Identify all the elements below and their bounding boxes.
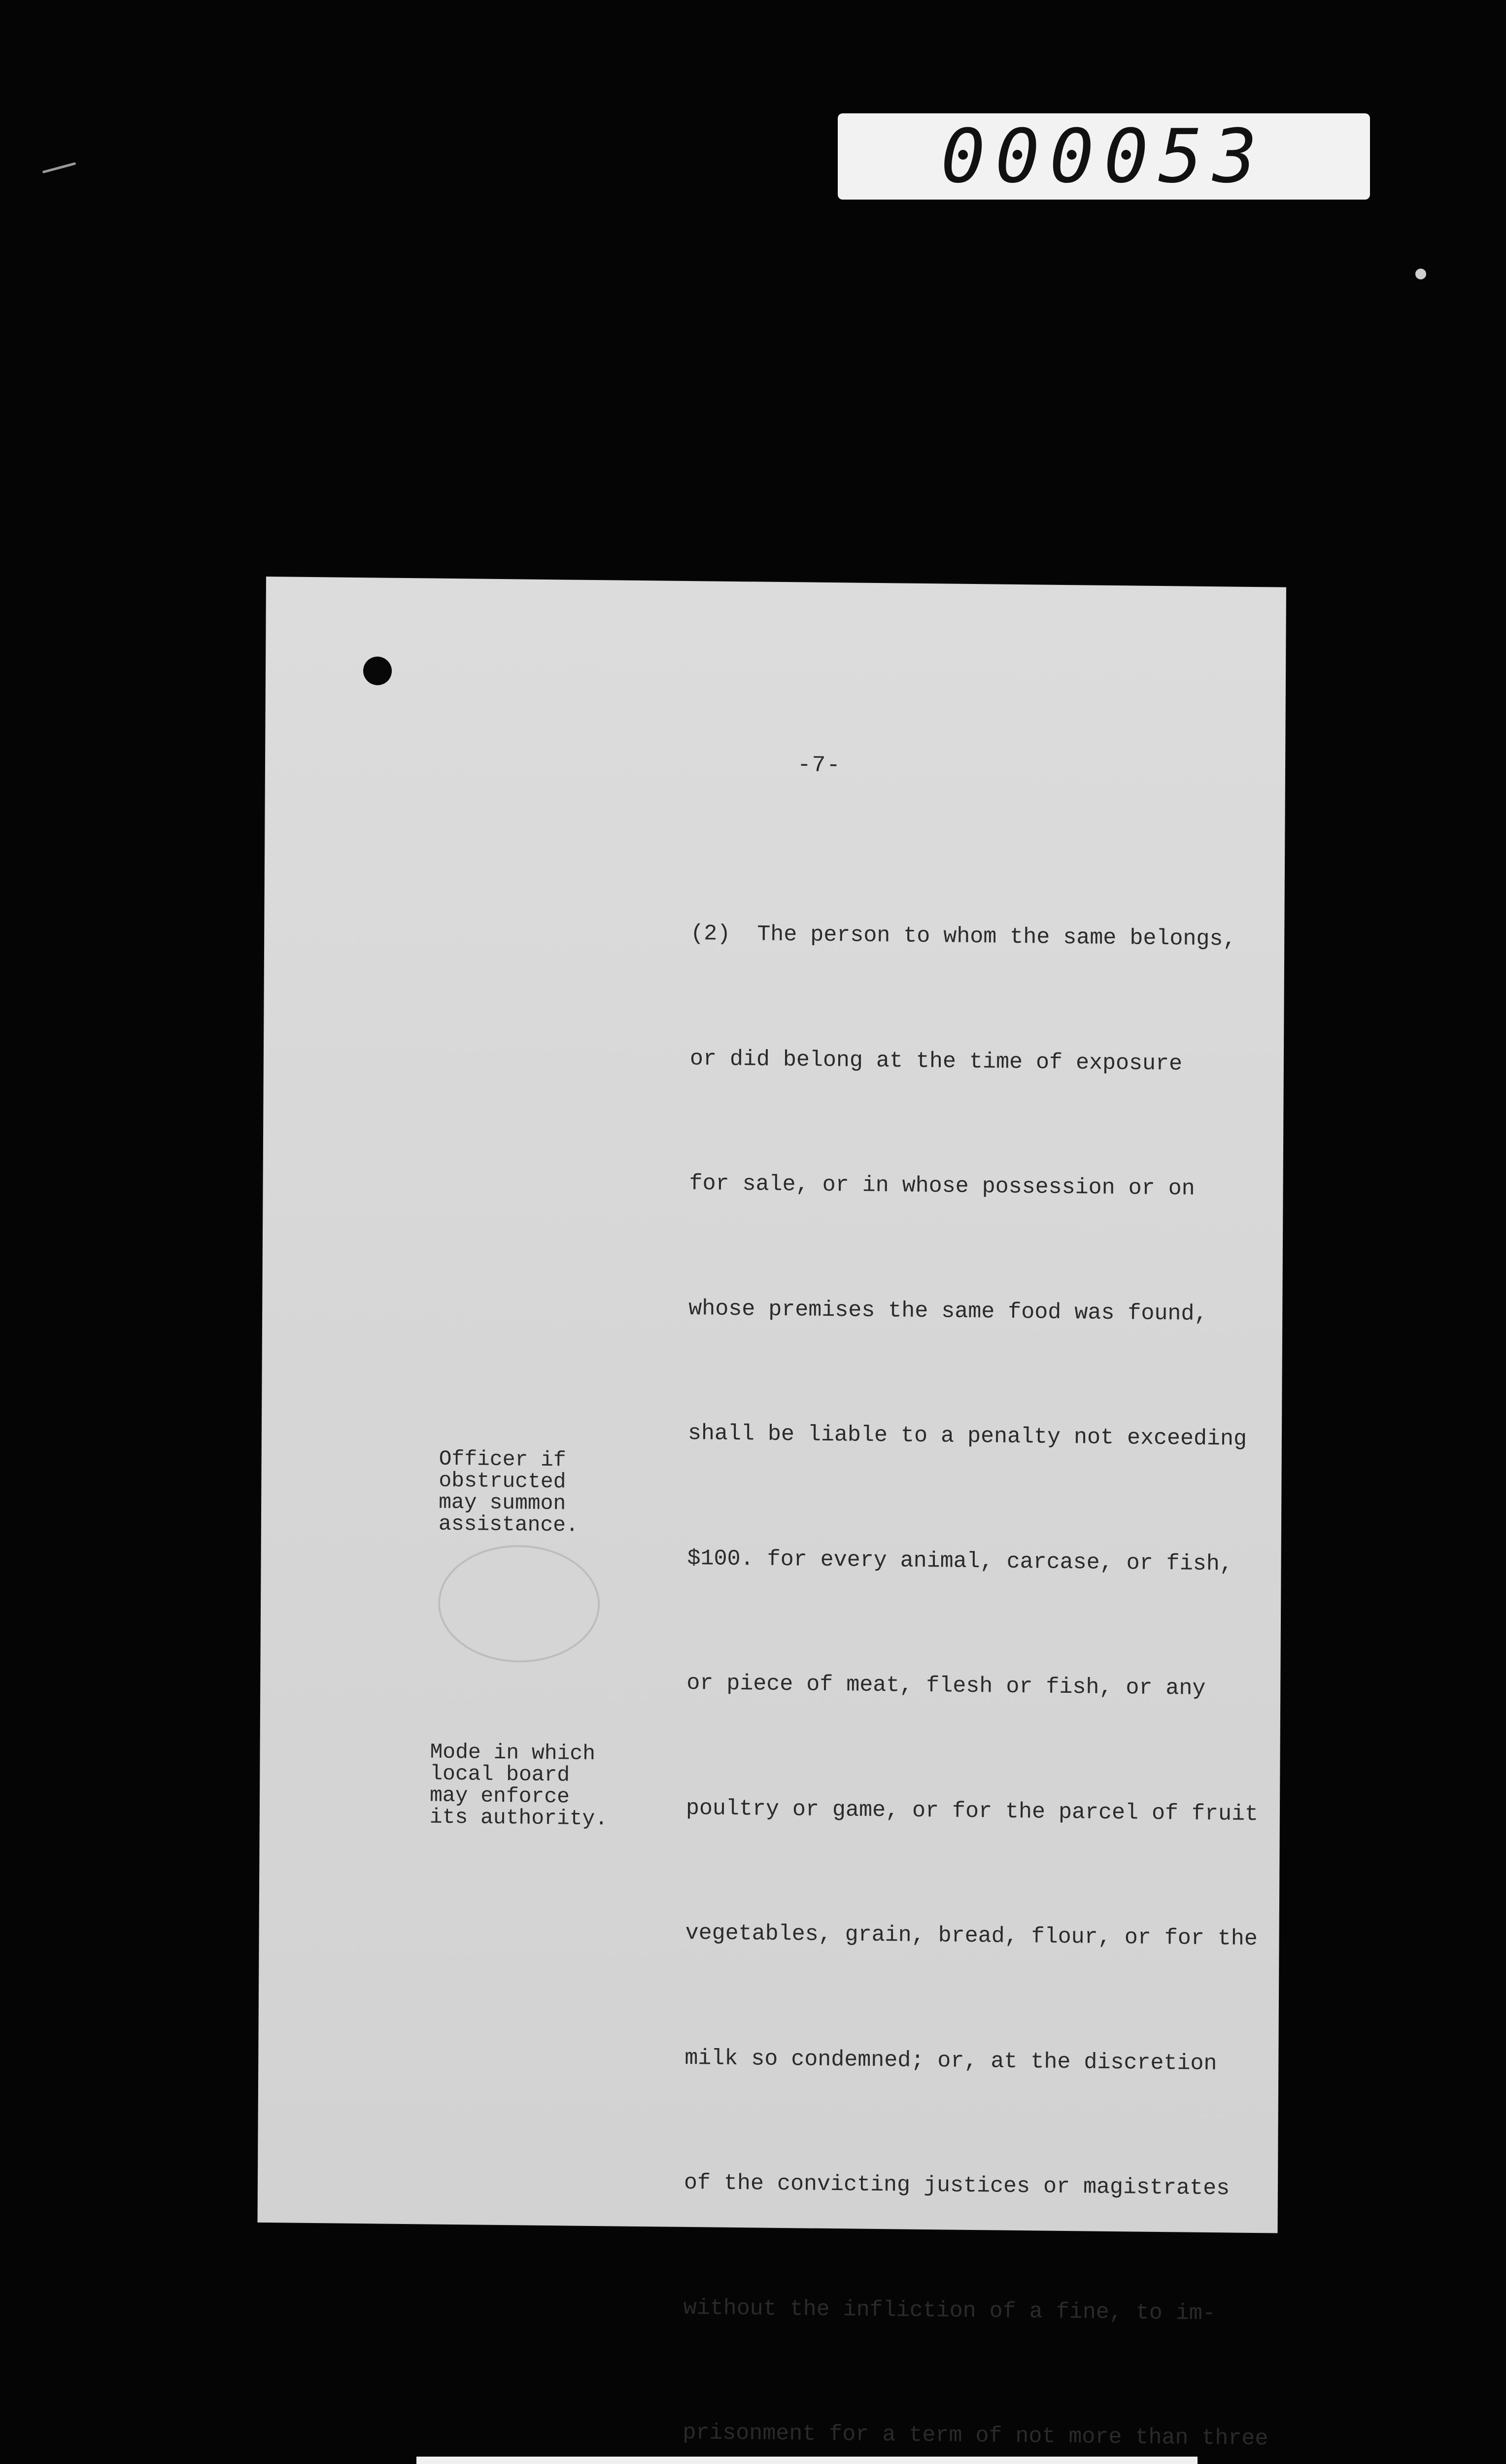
film-speck (1415, 269, 1426, 279)
body-line: of the convicting justices or magistrates (684, 2170, 1230, 2201)
body-line: for sale, or in whose possession or on (689, 1171, 1195, 1201)
frame-number (838, 113, 1370, 200)
body-line: milk so condemned; or, at the discretion (685, 2045, 1217, 2076)
punch-hole (363, 656, 392, 685)
body-line: without the infliction of a fine, to im- (683, 2295, 1216, 2326)
body-line: $100. for every animal, carcase, or fish, (687, 1545, 1233, 1577)
department-label (416, 2457, 1198, 2464)
film-speck (42, 162, 76, 173)
body-line: (2) The person to whom the same belongs, (690, 921, 1236, 952)
margin-note-obstruction: Officer if obstructed may summon assistance. (438, 1446, 579, 1538)
body-line: poultry or game, or for the parcel of fruit (685, 1795, 1259, 1827)
body-line: or piece of meat, flesh or fish, or any (686, 1670, 1206, 1701)
body-line: whose premises the same food was found, (688, 1296, 1208, 1327)
frame-number-text: 000053 (941, 113, 1267, 200)
body-line: or did belong at the time of exposure (689, 1046, 1183, 1076)
body-text (671, 830, 1283, 2464)
body-line: prisonment for a term of not more than three (683, 2420, 1268, 2452)
margin-note-enforcement: Mode in which local board may enforce its authority. (429, 1740, 608, 1831)
page-number: -7- (797, 752, 842, 779)
faint-stamp (438, 1544, 600, 1663)
body-line: shall be liable to a penalty not exceeding (687, 1420, 1247, 1452)
body-line: vegetables, grain, bread, flour, or for the (685, 1920, 1258, 1952)
document-page (258, 577, 1286, 2452)
